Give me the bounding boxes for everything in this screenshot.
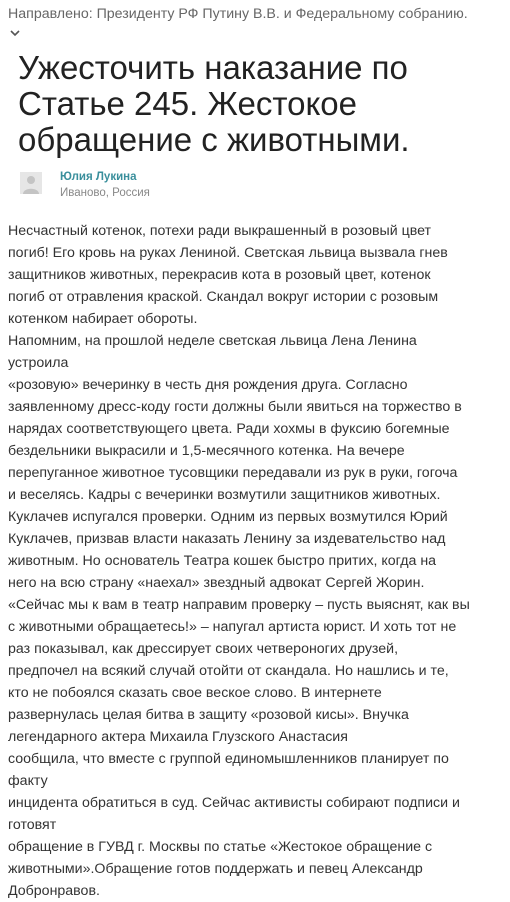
body-line: кто не побоялся сказать свое веское слово. В интернете bbox=[8, 685, 382, 701]
recipient-line: Направлено: Президенту РФ Путину В.В. и Федеральному собранию. bbox=[8, 6, 468, 22]
body-line: погиб от отравления краской. Скандал вокруг истории с розовым bbox=[8, 289, 439, 305]
body-line: факту bbox=[8, 773, 48, 789]
body-line: животным. Но основатель Театра кошек быстро притих, когда на bbox=[8, 553, 437, 569]
body-line: обращение в ГУВД г. Москвы по статье «Жестокое обращение с bbox=[8, 839, 433, 855]
body-line: предпочел на всякий случай отойти от скандала. Но нашлись и те, bbox=[8, 663, 449, 679]
body-line: «Сейчас мы к вам в театр направим проверку – пусть выяснят, как вы bbox=[8, 597, 470, 613]
avatar-icon bbox=[20, 172, 42, 194]
petition-title: Ужесточить наказание по Статье 245. Жестокое обращение с животными. bbox=[18, 49, 410, 158]
body-line: котенком набирает обороты. bbox=[8, 311, 198, 327]
body-line: развернулась целая битва в защиту «розовой кисы». Внучка bbox=[8, 707, 409, 723]
body-line: животными».Обращение готов поддержать и певец Александр bbox=[8, 861, 423, 877]
body-line: раз показывал, как дрессирует своих четвероногих друзей, bbox=[8, 641, 399, 657]
author-location: Иваново, Россия bbox=[60, 187, 150, 199]
body-line: Куклачев испугался проверки. Одним из первых возмутился Юрий bbox=[8, 509, 448, 525]
body-line: с животными обращаетесь!» – напугал артиста юрист. И хоть тот не bbox=[8, 619, 457, 635]
body-line: устроила bbox=[8, 355, 69, 371]
body-line: Напомним, на прошлой неделе светская львица Лена Ленина bbox=[8, 333, 417, 349]
body-line: Добронравов. bbox=[8, 883, 100, 899]
body-line: инцидента обратиться в суд. Сейчас активисты собирают подписи и bbox=[8, 795, 460, 811]
author-name-link[interactable]: Юлия Лукина bbox=[60, 171, 137, 183]
body-line: и веселясь. Кадры с вечеринки возмутили защитников животных. bbox=[8, 487, 441, 503]
body-line: нарядах соответствующего цвета. Ради хохмы в фуксию богемные bbox=[8, 421, 450, 437]
chevron-down-icon[interactable] bbox=[8, 26, 22, 40]
body-line: защитников животных, перекрасив кота в розовый цвет, котенок bbox=[8, 267, 431, 283]
body-line: него на всю страну «наехал» звездный адвокат Сергей Жорин. bbox=[8, 575, 425, 591]
body-line: заявленному дресс-коду гости должны были явиться на торжество в bbox=[8, 399, 462, 415]
body-line: погиб! Его кровь на руках Лениной. Светская львица вызвала гнев bbox=[8, 245, 448, 261]
body-line: сообщила, что вместе с группой единомышленников планирует по bbox=[8, 751, 449, 767]
body-line: бездельники выкрасили и 1,5-месячного котенка. На вечере bbox=[8, 443, 405, 459]
body-line: Куклачев, призвав власти наказать Ленину за издевательство над bbox=[8, 531, 446, 547]
body-line: перепуганное животное тусовщики передавали из рук в руки, гогоча bbox=[8, 465, 458, 481]
body-line: «розовую» вечеринку в честь дня рождения друга. Согласно bbox=[8, 377, 408, 393]
body-line: Несчастный котенок, потехи ради выкрашенный в розовый цвет bbox=[8, 223, 431, 239]
petition-body bbox=[8, 220, 498, 902]
body-line: готовят bbox=[8, 817, 57, 833]
body-line: легендарного актера Михаила Глузского Анастасия bbox=[8, 729, 348, 745]
